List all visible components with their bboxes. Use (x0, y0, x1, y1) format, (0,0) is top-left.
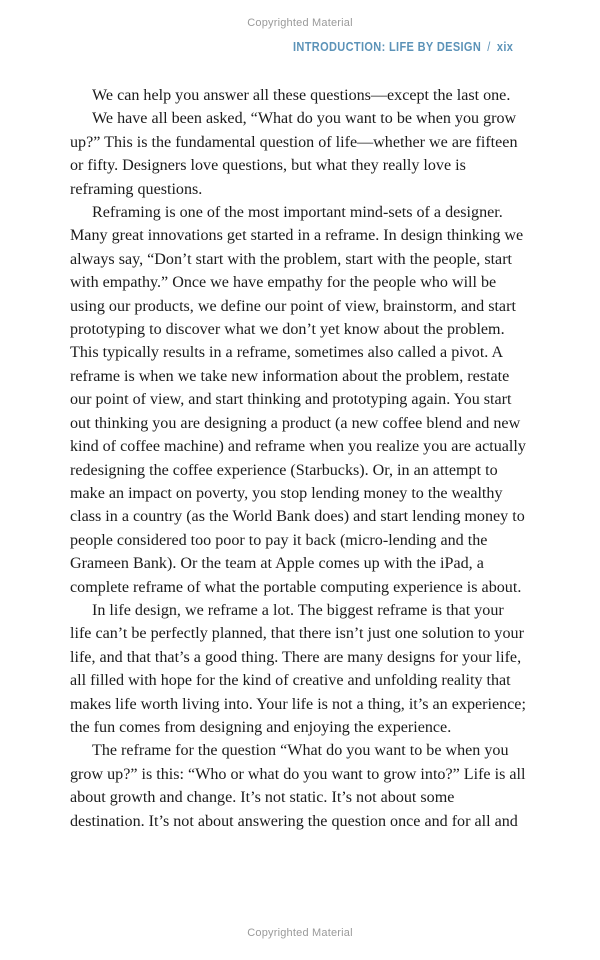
copyright-watermark-bottom: Copyrighted Material (247, 927, 353, 939)
running-head (293, 40, 513, 54)
paragraph: Reframing is one of the most important mind-sets of a designer. Many great innovations get started in a reframe. In design thinking we always say, “Don’t start with the problem, start with the people, start with empathy.” Once we have empathy for the people who will be using our products, we define our point of view, brainstorm, and start prototyping to discover what we don’t yet know about the problem. This typically results in a reframe, sometimes also called a pivot. A reframe is when we take new information about the problem, restate our point of view, and start thinking and prototyping again. You start out thinking you are designing a product (a new coffee blend and new kind of coffee machine) and reframe when you realize you are actually redesigning the coffee experience (Starbucks). Or, in an attempt to make an impact on poverty, you stop lending money to the wealthy class in a country (as the World Bank does) and start lending money to people considered too poor to pay it back (micro-lending and the Grameen Bank). Or the team at Apple comes up with the iPad, a complete reframe of what the portable computing experience is about. (70, 204, 526, 596)
paragraph: We have all been asked, “What do you want to be when you grow up?” This is the fundamental question of life—whether we are fifteen or fifty. Designers love questions, but what they really love is reframing questions. (70, 110, 518, 198)
paragraph: In life design, we reframe a lot. The biggest reframe is that your life can’t be perfectly planned, that there isn’t just one solution to your life, and that that’s a good thing. There are many designs for your life, all filled with hope for the kind of creative and unfolding reality that makes life worth living into. Your life is not a thing, it’s an experience; the fun comes from designing and enjoying the experience. (70, 601, 526, 736)
paragraph: We can help you answer all these questions—except the last one. (92, 87, 511, 104)
running-head-title: INTRODUCTION: LIFE BY DESIGN (292, 40, 481, 54)
page-number: xix (496, 40, 513, 54)
paragraph: The reframe for the question “What do you want to be when you grow up?” is this: “Who or what do you want to grow into?” Life is all about growth and change. It’s not static. It’s not about some destination. It’s not about answering the question once and for all and (70, 742, 526, 830)
running-head-separator: / (487, 40, 491, 54)
body-text-block (70, 84, 528, 833)
copyright-watermark-top: Copyrighted Material (247, 17, 353, 29)
